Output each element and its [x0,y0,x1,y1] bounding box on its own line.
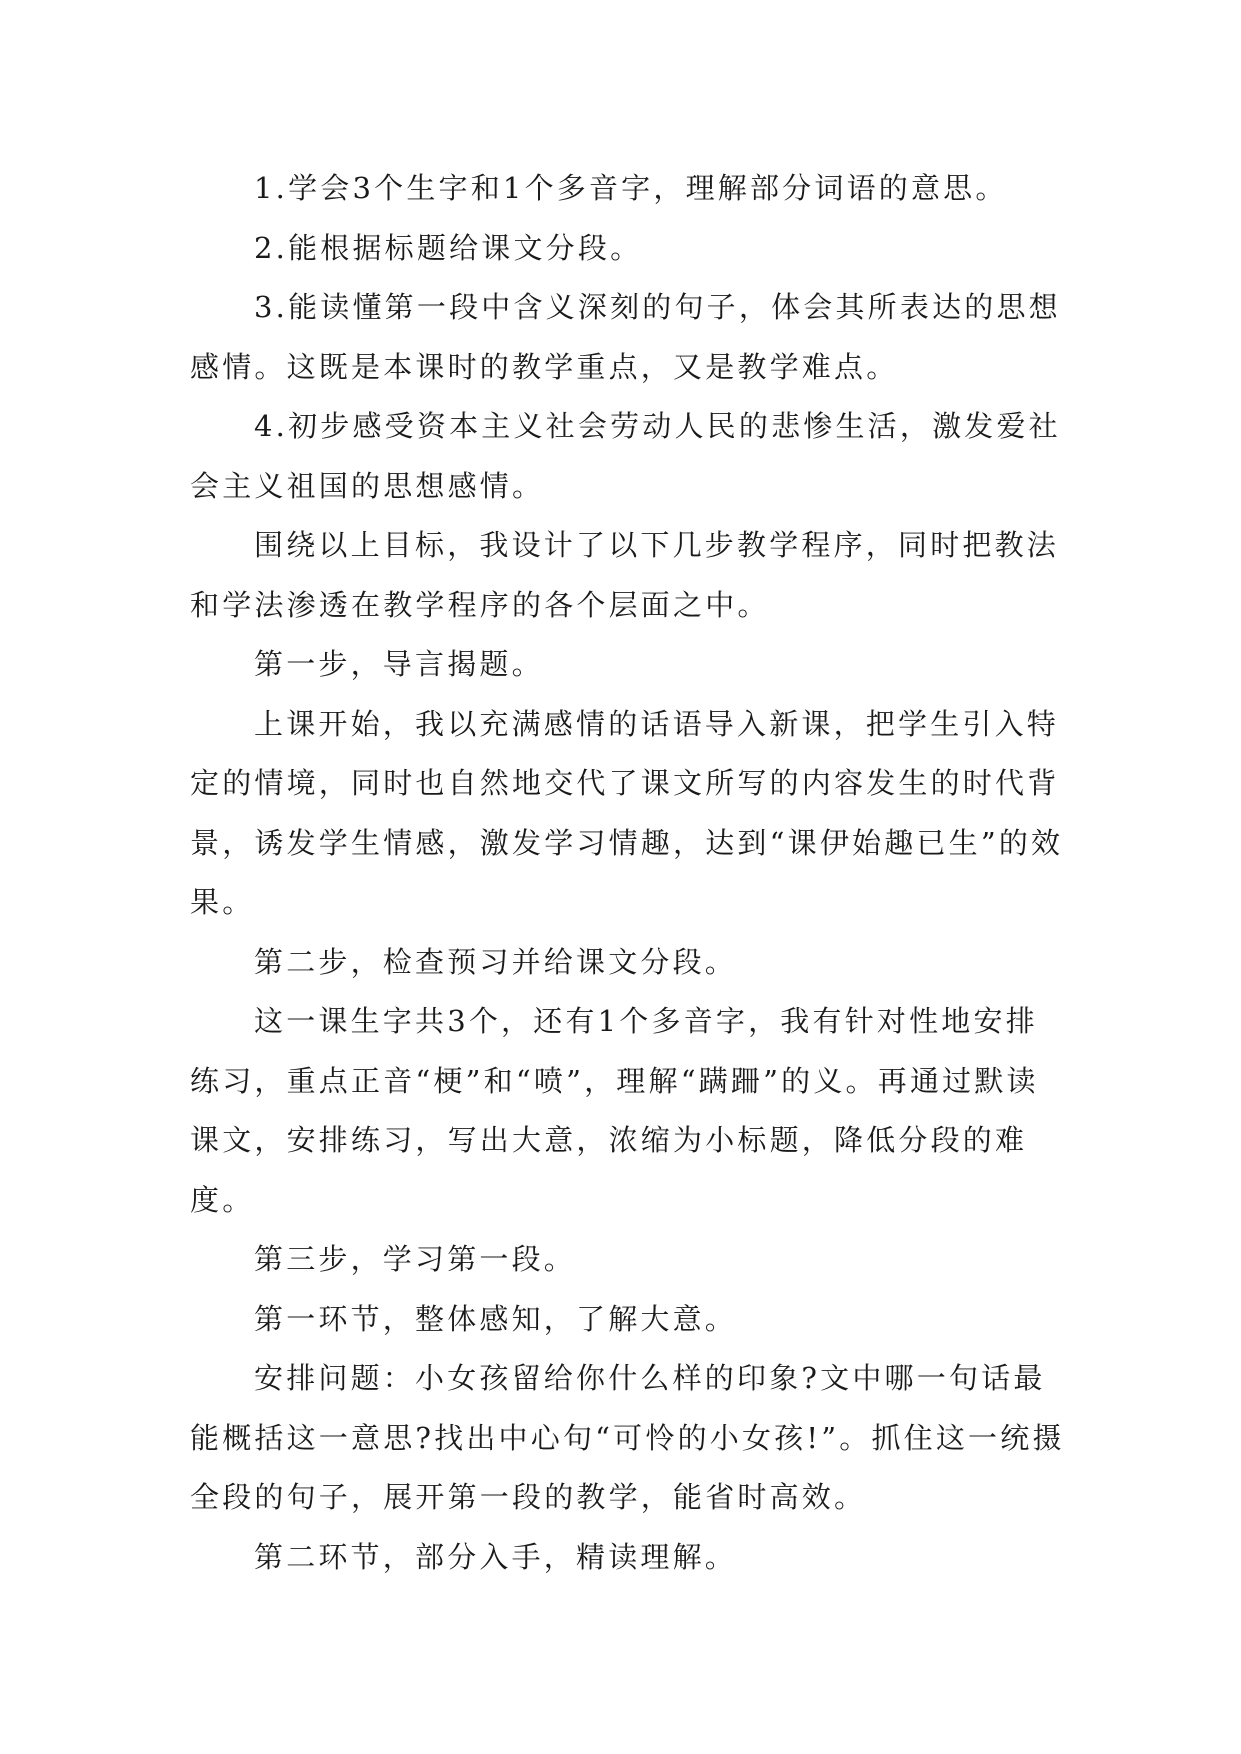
paragraph-objective-4: 4.初步感受资本主义社会劳动人民的悲惨生活，激发爱社会主义祖国的思想感情。 [190,409,1061,503]
paragraph-section-1-body: 安排问题：小女孩留给你什么样的印象?文中哪一句话最能概括这一意思?找出中心句“可怜的小女孩!”。抓住这一统摄全段的句子，展开第一段的教学，能省时高效。 [190,1361,1065,1514]
paragraph-step-3-heading: 第三步，学习第一段。 [254,1242,577,1276]
document-body [190,159,1070,1587]
paragraph-step-1-heading: 第一步，导言揭题。 [254,647,544,681]
paragraph-step-2-body: 这一课生字共3个，还有1个多音字，我有针对性地安排练习，重点正音“梗”和“喷”，理解“蹒跚”的义。再通过默读课文，安排练习，写出大意，浓缩为小标题，降低分段的难度。 [190,1004,1039,1217]
paragraph-objective-3: 3.能读懂第一段中含义深刻的句子，体会其所表达的思想感情。这既是本课时的教学重点，又是教学难点。 [190,290,1061,384]
paragraph-step-1-body: 上课开始，我以充满感情的话语导入新课，把学生引入特定的情境，同时也自然地交代了课文所写的内容发生的时代背景，诱发学生情感，激发学习情趣，达到“课伊始趣已生”的效果。 [190,706,1064,919]
paragraph-section-2-heading: 第二环节，部分入手，精读理解。 [254,1539,738,1574]
paragraph-objective-1: 1.学会3个生字和1个多音字，理解部分词语的意思。 [254,171,1008,205]
paragraph-objective-2: 2.能根据标题给课文分段。 [254,230,643,265]
paragraph-section-1-heading: 第一环节，整体感知，了解大意。 [254,1301,738,1336]
paragraph-intro: 围绕以上目标，我设计了以下几步教学程序，同时把教法和学法渗透在教学程序的各个层面之中。 [190,528,1060,622]
paragraph-step-2-heading: 第二步，检查预习并给课文分段。 [254,944,738,979]
